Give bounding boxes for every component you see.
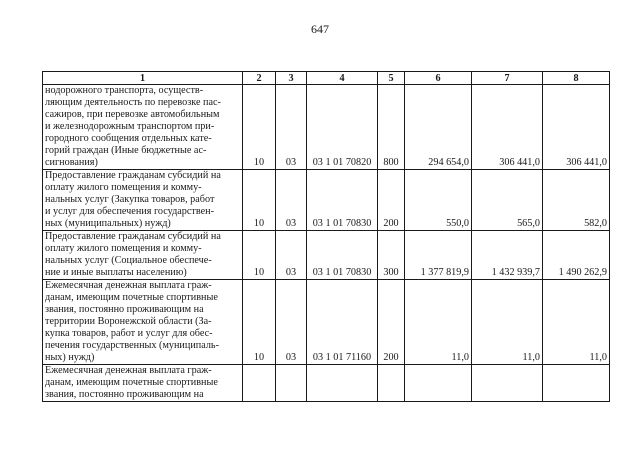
amount-col-7 — [472, 365, 543, 402]
expense-type-code: 200 — [378, 170, 405, 231]
amount-col-8: 1 490 262,9 — [543, 231, 610, 280]
column-header: 1 — [43, 72, 243, 85]
row-description: Предоставление гражданам субсидий на оплату жилого помещения и комму- нальных услуг (Социальное обеспече- ние и иные выплаты населению) — [43, 231, 243, 280]
column-header: 4 — [307, 72, 378, 85]
amount-col-7: 1 432 939,7 — [472, 231, 543, 280]
column-header: 3 — [276, 72, 307, 85]
subsection-code: 03 — [276, 280, 307, 365]
amount-col-6 — [405, 365, 472, 402]
table-row — [43, 170, 610, 231]
subsection-code — [276, 365, 307, 402]
section-code: 10 — [243, 85, 276, 170]
amount-col-8: 306 441,0 — [543, 85, 610, 170]
section-code: 10 — [243, 231, 276, 280]
target-article-code: 03 1 01 70820 — [307, 85, 378, 170]
amount-col-8: 582,0 — [543, 170, 610, 231]
row-description: Ежемесячная денежная выплата граж- данам, имеющим почетные спортивные звания, постоянно проживающим на — [43, 365, 243, 402]
table-row — [43, 280, 610, 365]
section-code — [243, 365, 276, 402]
header-row — [43, 72, 610, 85]
amount-col-7: 11,0 — [472, 280, 543, 365]
row-description: Ежемесячная денежная выплата граж- данам, имеющим почетные спортивные звания, постоянно проживающим на территории Воронежской области (За- купка товаров, работ и услуг для обес- печения государственных (муниципаль- ных) нужд) — [43, 280, 243, 365]
column-header: 5 — [378, 72, 405, 85]
amount-col-6: 11,0 — [405, 280, 472, 365]
target-article-code: 03 1 01 70830 — [307, 170, 378, 231]
table-row — [43, 85, 610, 170]
budget-table — [42, 71, 610, 402]
expense-type-code — [378, 365, 405, 402]
section-code: 10 — [243, 280, 276, 365]
row-description: Предоставление гражданам субсидий на оплату жилого помещения и комму- нальных услуг (Закупка товаров, работ и услуг для обеспечения государствен- ных (муниципальных) нужд) — [43, 170, 243, 231]
amount-col-8 — [543, 365, 610, 402]
target-article-code: 03 1 01 70830 — [307, 231, 378, 280]
expense-type-code: 300 — [378, 231, 405, 280]
amount-col-6: 294 654,0 — [405, 85, 472, 170]
row-description: нодорожного транспорта, осуществ- ляющим деятельность по перевозке пас- сажиров, при перевозке автомобильным и железнодорожным транспортом при- городного сообщения отдельных кате- горий граждан (Иные бюджетные ас- сигнования) — [43, 85, 243, 170]
subsection-code: 03 — [276, 85, 307, 170]
column-header: 8 — [543, 72, 610, 85]
table-row — [43, 365, 610, 402]
amount-col-6: 550,0 — [405, 170, 472, 231]
page-number: 647 — [311, 22, 329, 36]
table-row — [43, 231, 610, 280]
column-header: 2 — [243, 72, 276, 85]
amount-col-6: 1 377 819,9 — [405, 231, 472, 280]
expense-type-code: 800 — [378, 85, 405, 170]
expense-type-code: 200 — [378, 280, 405, 365]
subsection-code: 03 — [276, 231, 307, 280]
section-code: 10 — [243, 170, 276, 231]
column-header: 6 — [405, 72, 472, 85]
target-article-code: 03 1 01 71160 — [307, 280, 378, 365]
target-article-code — [307, 365, 378, 402]
column-header: 7 — [472, 72, 543, 85]
amount-col-7: 565,0 — [472, 170, 543, 231]
amount-col-8: 11,0 — [543, 280, 610, 365]
subsection-code: 03 — [276, 170, 307, 231]
amount-col-7: 306 441,0 — [472, 85, 543, 170]
